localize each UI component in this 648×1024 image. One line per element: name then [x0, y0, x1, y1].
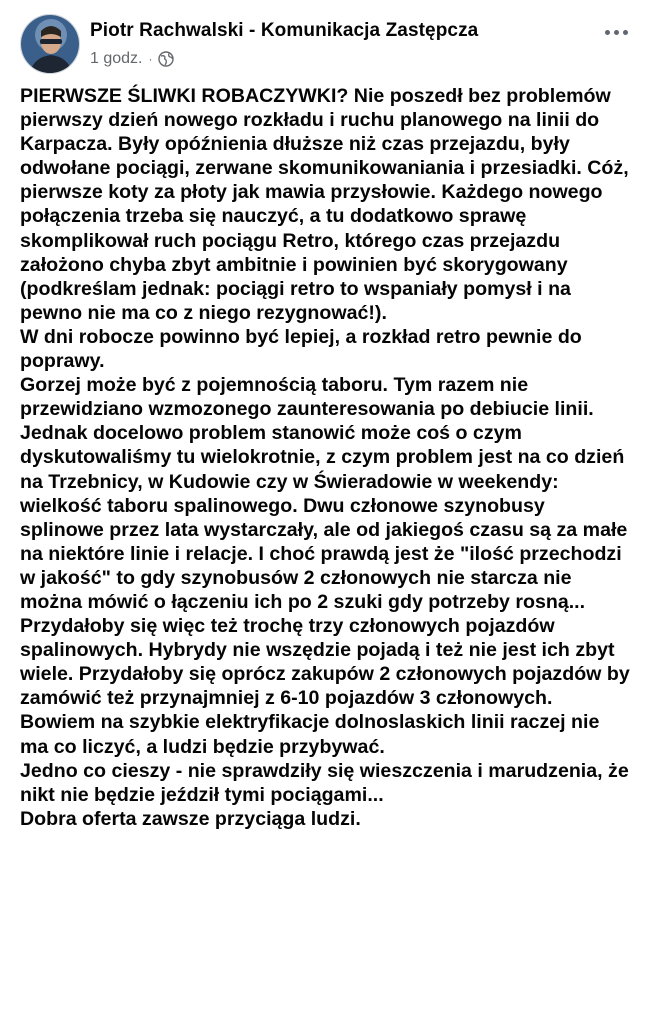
- post-meta: [90, 50, 174, 68]
- meta-separator: ·: [148, 52, 153, 66]
- post-paragraph: W dni robocze powinno być lepiej, a rozkład retro pewnie do poprawy.: [20, 325, 582, 373]
- post-paragraph: Gorzej może być z pojemnością taboru. Tym razem nie przewidziano wzmozonego zaunteresowania po debiucie linii. Jednak docelowo problem stanowić może coś o czym dyskutowaliśmy tu wielokrotnie, z czym problem jest na co dzień na Trzebnicy, w Kudowie czy w Świeradowie w weekendy: wielkość taboru spalinowego. Dwu członowe szynobusy splinowe przez lata wystarczały, ale od jakiegoś czasu są za małe na niektóre linie i relacje. I choć prawdą jest że "ilość przechodzi w jakość" to gdy szynobusów 2 członowych nie starcza nie można mówić o łączeniu ich po 2 szuki gdy potrzeby rosną... Przydałoby się więc też trochę trzy członowych pojazdów spalinowych. Hybrydy nie wszędzie pojadą i też nie jest ich zbyt wiele. Przydałoby się oprócz zakupów 2 członowych pojazdów by zamówić też przynajmniej z 6-10 pojazdów 3 członowych. Bowiem na szybkie elektryfikacje dolnoslaskich linii raczej nie ma co liczyć, a ludzi będzie przybywać.: [20, 374, 630, 758]
- more-dot: [614, 30, 619, 35]
- globe-icon[interactable]: [158, 51, 174, 67]
- more-options-icon[interactable]: [598, 20, 634, 44]
- more-dot: [623, 30, 628, 35]
- more-dot: [605, 30, 610, 35]
- post-header: [20, 14, 634, 76]
- post-body: [20, 84, 632, 831]
- post-author[interactable]: Piotr Rachwalski - Komunikacja Zastępcza: [90, 20, 479, 41]
- post-timestamp[interactable]: 1 godz.: [90, 50, 143, 67]
- post-paragraph: PIERWSZE ŚLIWKI ROBACZYWKI? Nie poszedł bez problemów pierwszy dzień nowego rozkładu i ruchu planowego na linii do Karpacza. Były opóźnienia dłuższe niż czas przejazdu, były odwołane pociągi, zerwane skomunikowaniania i przesiadki. Cóż, pierwsze koty za płoty jak mawia przysłowie. Każdego nowego połączenia trzeba się nauczyć, a tu dodatkowo sprawę skomplikował ruch pociągu Retro, którego czas przejazdu założono chyba zbyt ambitnie i powinien być skorygowany (podkreślam jednak: pociągi retro to wspaniały pomysł i na pewno nie ma co z niego rezygnować!).: [20, 85, 629, 324]
- post-paragraph: Jedno co cieszy - nie sprawdziły się wieszczenia i marudzenia, że nikt nie będzie jeździł tymi pociągami...: [20, 759, 629, 806]
- post-paragraph: Dobra oferta zawsze przyciąga ludzi.: [20, 807, 361, 830]
- profile-photo: [21, 15, 80, 74]
- avatar[interactable]: [20, 14, 80, 74]
